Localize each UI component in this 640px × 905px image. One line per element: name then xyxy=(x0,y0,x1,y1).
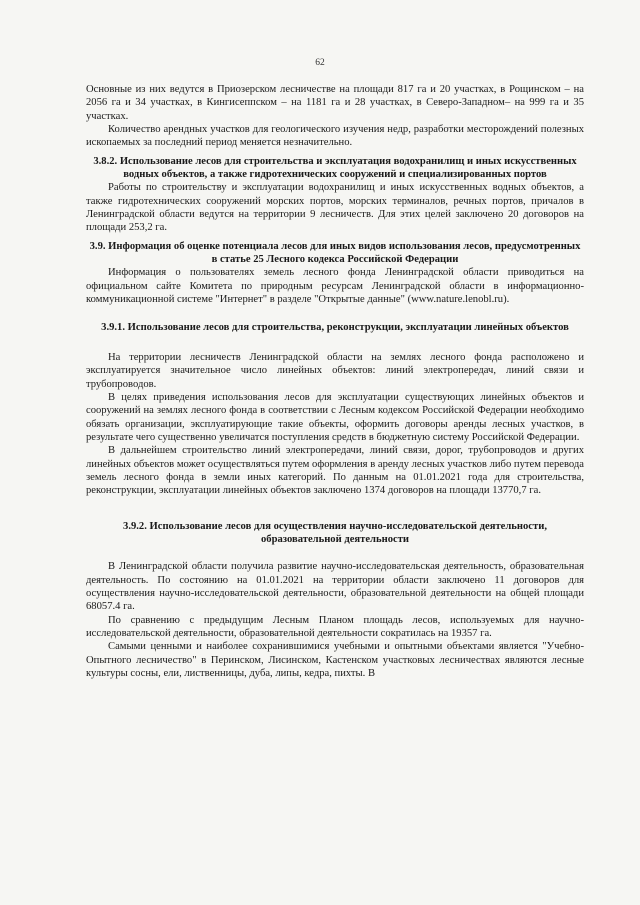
paragraph: В Ленинградской области получила развитие научно-исследовательская деятельность, образовательная деятельность. По состоянию на 01.01.2021 на территории области заключено 11 договоров для осуществления научно-исследовательской деятельности, образовательной деятельности на общей площади 68057.4 га. xyxy=(86,561,584,613)
paragraph: В дальнейшем строительство линий электропередачи, линий связи, дорог, трубопроводов и других линейных объектов может осуществляться путем оформления в аренду лесных участков либо путем перевода земель лесного фонда в земли иных категорий. По данным на 01.01.2021 года для строительства, реконструкции, эксплуатации линейных объектов заключено 1374 договоров на площади 13770,7 га. xyxy=(86,445,584,497)
paragraph: В целях приведения использования лесов для эксплуатации существующих линейных объектов и сооружений на землях лесного фонда в соответствии с Лесным кодексом Российской Федерации необходимо обязать организации, эксплуатирующие такие объекты, оформить договоры аренды лесных участков, в результате чего существенно увеличатся поступления средств в бюджетную систему Российской Федерации. xyxy=(86,391,584,443)
paragraph: Информация о пользователях земель лесного фонда Ленинградской области приводиться на официальном сайте Комитета по природным ресурсам Ленинградской области в информационно-коммуникационной системе "Интернет" в разделе "Открытые данные" (www.nature.lenobl.ru). xyxy=(86,267,584,306)
paragraph: По сравнению с предыдущим Лесным Планом площадь лесов, используемых для научно-исследовательской деятельности, образовательной деятельности сократилась на 19357 га. xyxy=(86,614,584,640)
section-heading-3-8-2: 3.8.2. Использование лесов для строительства и эксплуатация водохранилищ и иных искусственных водных объектов, а также гидротехнических сооружений и специализированных портов xyxy=(93,155,577,181)
page-number: 62 xyxy=(315,58,325,68)
paragraph: Количество арендных участков для геологического изучения недр, разработки месторождений полезных ископаемых за последний период меняется незначительно. xyxy=(86,124,584,149)
page-content xyxy=(86,83,584,680)
paragraph: Основные из них ведутся в Приозерском лесничестве на площади 817 га и 20 участках, в Рощинском – на 2056 га и 34 участках, в Кингисеппском – на 1181 га и 28 участках, в Северо-Западном– на 999 га и 35 участках. xyxy=(86,84,584,122)
paragraph: Работы по строительству и эксплуатации водохранилищ и иных искусственных водных объектов, а также гидротехнических сооружений морских портов, морских терминалов, речных портов, причалов в Ленинградской области ведутся на территории 9 лесничеств. Для этих целей заключено 20 договоров на площади 253,2 га. xyxy=(86,182,584,234)
section-heading-3-9-1: 3.9.1. Использование лесов для строительства, реконструкции, эксплуатации линейных объектов xyxy=(101,321,569,333)
section-heading-3-9-2: 3.9.2. Использование лесов для осуществления научно-исследовательской деятельности, образовательной деятельности xyxy=(123,520,547,545)
section-heading-3-9: 3.9. Информация об оценке потенциала лесов для иных видов использования лесов, предусмотренных в статье 25 Лесного кодекса Российской Федерации xyxy=(89,240,581,266)
paragraph: На территории лесничеств Ленинградской области на землях лесного фонда расположено и эксплуатируется значительное число линейных объектов: линий электропередач, линий связи и трубопроводов. xyxy=(86,351,584,390)
paragraph: Самыми ценными и наиболее сохранившимися учебными и опытными объектами является "Учебно-Опытного лесничество" в Перинском, Лисинском, Кастенском участковых лесничествах являются лесные культуры сосны, ели, лиственницы, дуба, липы, кедра, пихты. В xyxy=(86,641,584,680)
